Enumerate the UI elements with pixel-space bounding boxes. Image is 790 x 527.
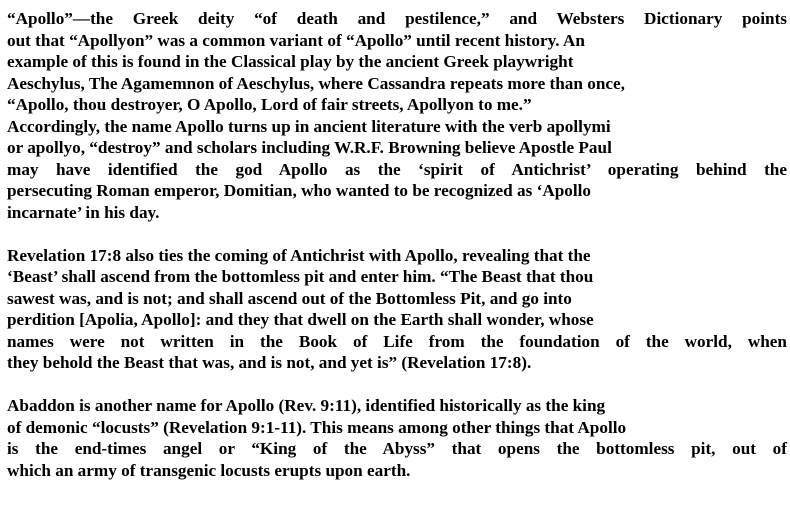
text-line: ‘Beast’ shall ascend from the bottomless pit and enter him. “The Beast that thou [7, 267, 594, 286]
text-line: may have identified the god Apollo as the ‘spirit of Antichrist’ operating behind the [7, 159, 787, 179]
text-line: of demonic “locusts” (Revelation 9:1-11). This means among other things that Apollo [7, 417, 627, 437]
text-line: Abaddon is another name for Apollo (Rev. 9:11), identified historically as the king [7, 396, 606, 415]
text-line: out that “Apollyon” was a common variant of “Apollo” until recent history. An [7, 30, 585, 50]
text-line: persecuting Roman emperor, Domitian, who wanted to be recognized as ‘Apollo [7, 181, 592, 200]
text-line: perdition [Apolia, Apollo]: and they that dwell on the Earth shall wonder, whose [7, 310, 594, 329]
text-line: which an army of transgenic locusts erupts upon earth. [7, 460, 411, 480]
text-line: or apollyo, “destroy” and scholars including W.R.F. Browning believe Apostle Paul [7, 138, 612, 157]
document-body [7, 8, 787, 481]
paragraph-revelation-17-8 [7, 245, 787, 374]
text-line: Aeschylus, The Agamemnon of Aeschylus, where Cassandra repeats more than once, [7, 73, 625, 93]
text-line: “Apollo”—the Greek deity “of death and pestilence,” and Websters Dictionary points [7, 9, 787, 28]
text-line: Accordingly, the name Apollo turns up in ancient literature with the verb apollymi [7, 116, 611, 136]
text-line: example of this is found in the Classical play by the ancient Greek playwright [7, 52, 574, 71]
text-line: they behold the Beast that was, and is not, and yet is” (Revelation 17:8). [7, 353, 532, 372]
paragraph-abaddon [7, 395, 787, 481]
paragraph-apollo-destroyer [7, 8, 787, 223]
text-line: is the end-times angel or “King of the Abyss” that opens the bottomless pit, out of [7, 439, 787, 458]
text-line: Revelation 17:8 also ties the coming of Antichrist with Apollo, revealing that the [7, 245, 591, 265]
text-line: incarnate’ in his day. [7, 202, 160, 222]
text-line: names were not written in the Book of Life from the foundation of the world, when [7, 331, 787, 351]
paragraph-spacer [7, 374, 787, 396]
text-line: sawest was, and is not; and shall ascend out of the Bottomless Pit, and go into [7, 288, 572, 308]
text-line: “Apollo, thou destroyer, O Apollo, Lord of fair streets, Apollyon to me.” [7, 95, 532, 114]
paragraph-spacer [7, 223, 787, 245]
